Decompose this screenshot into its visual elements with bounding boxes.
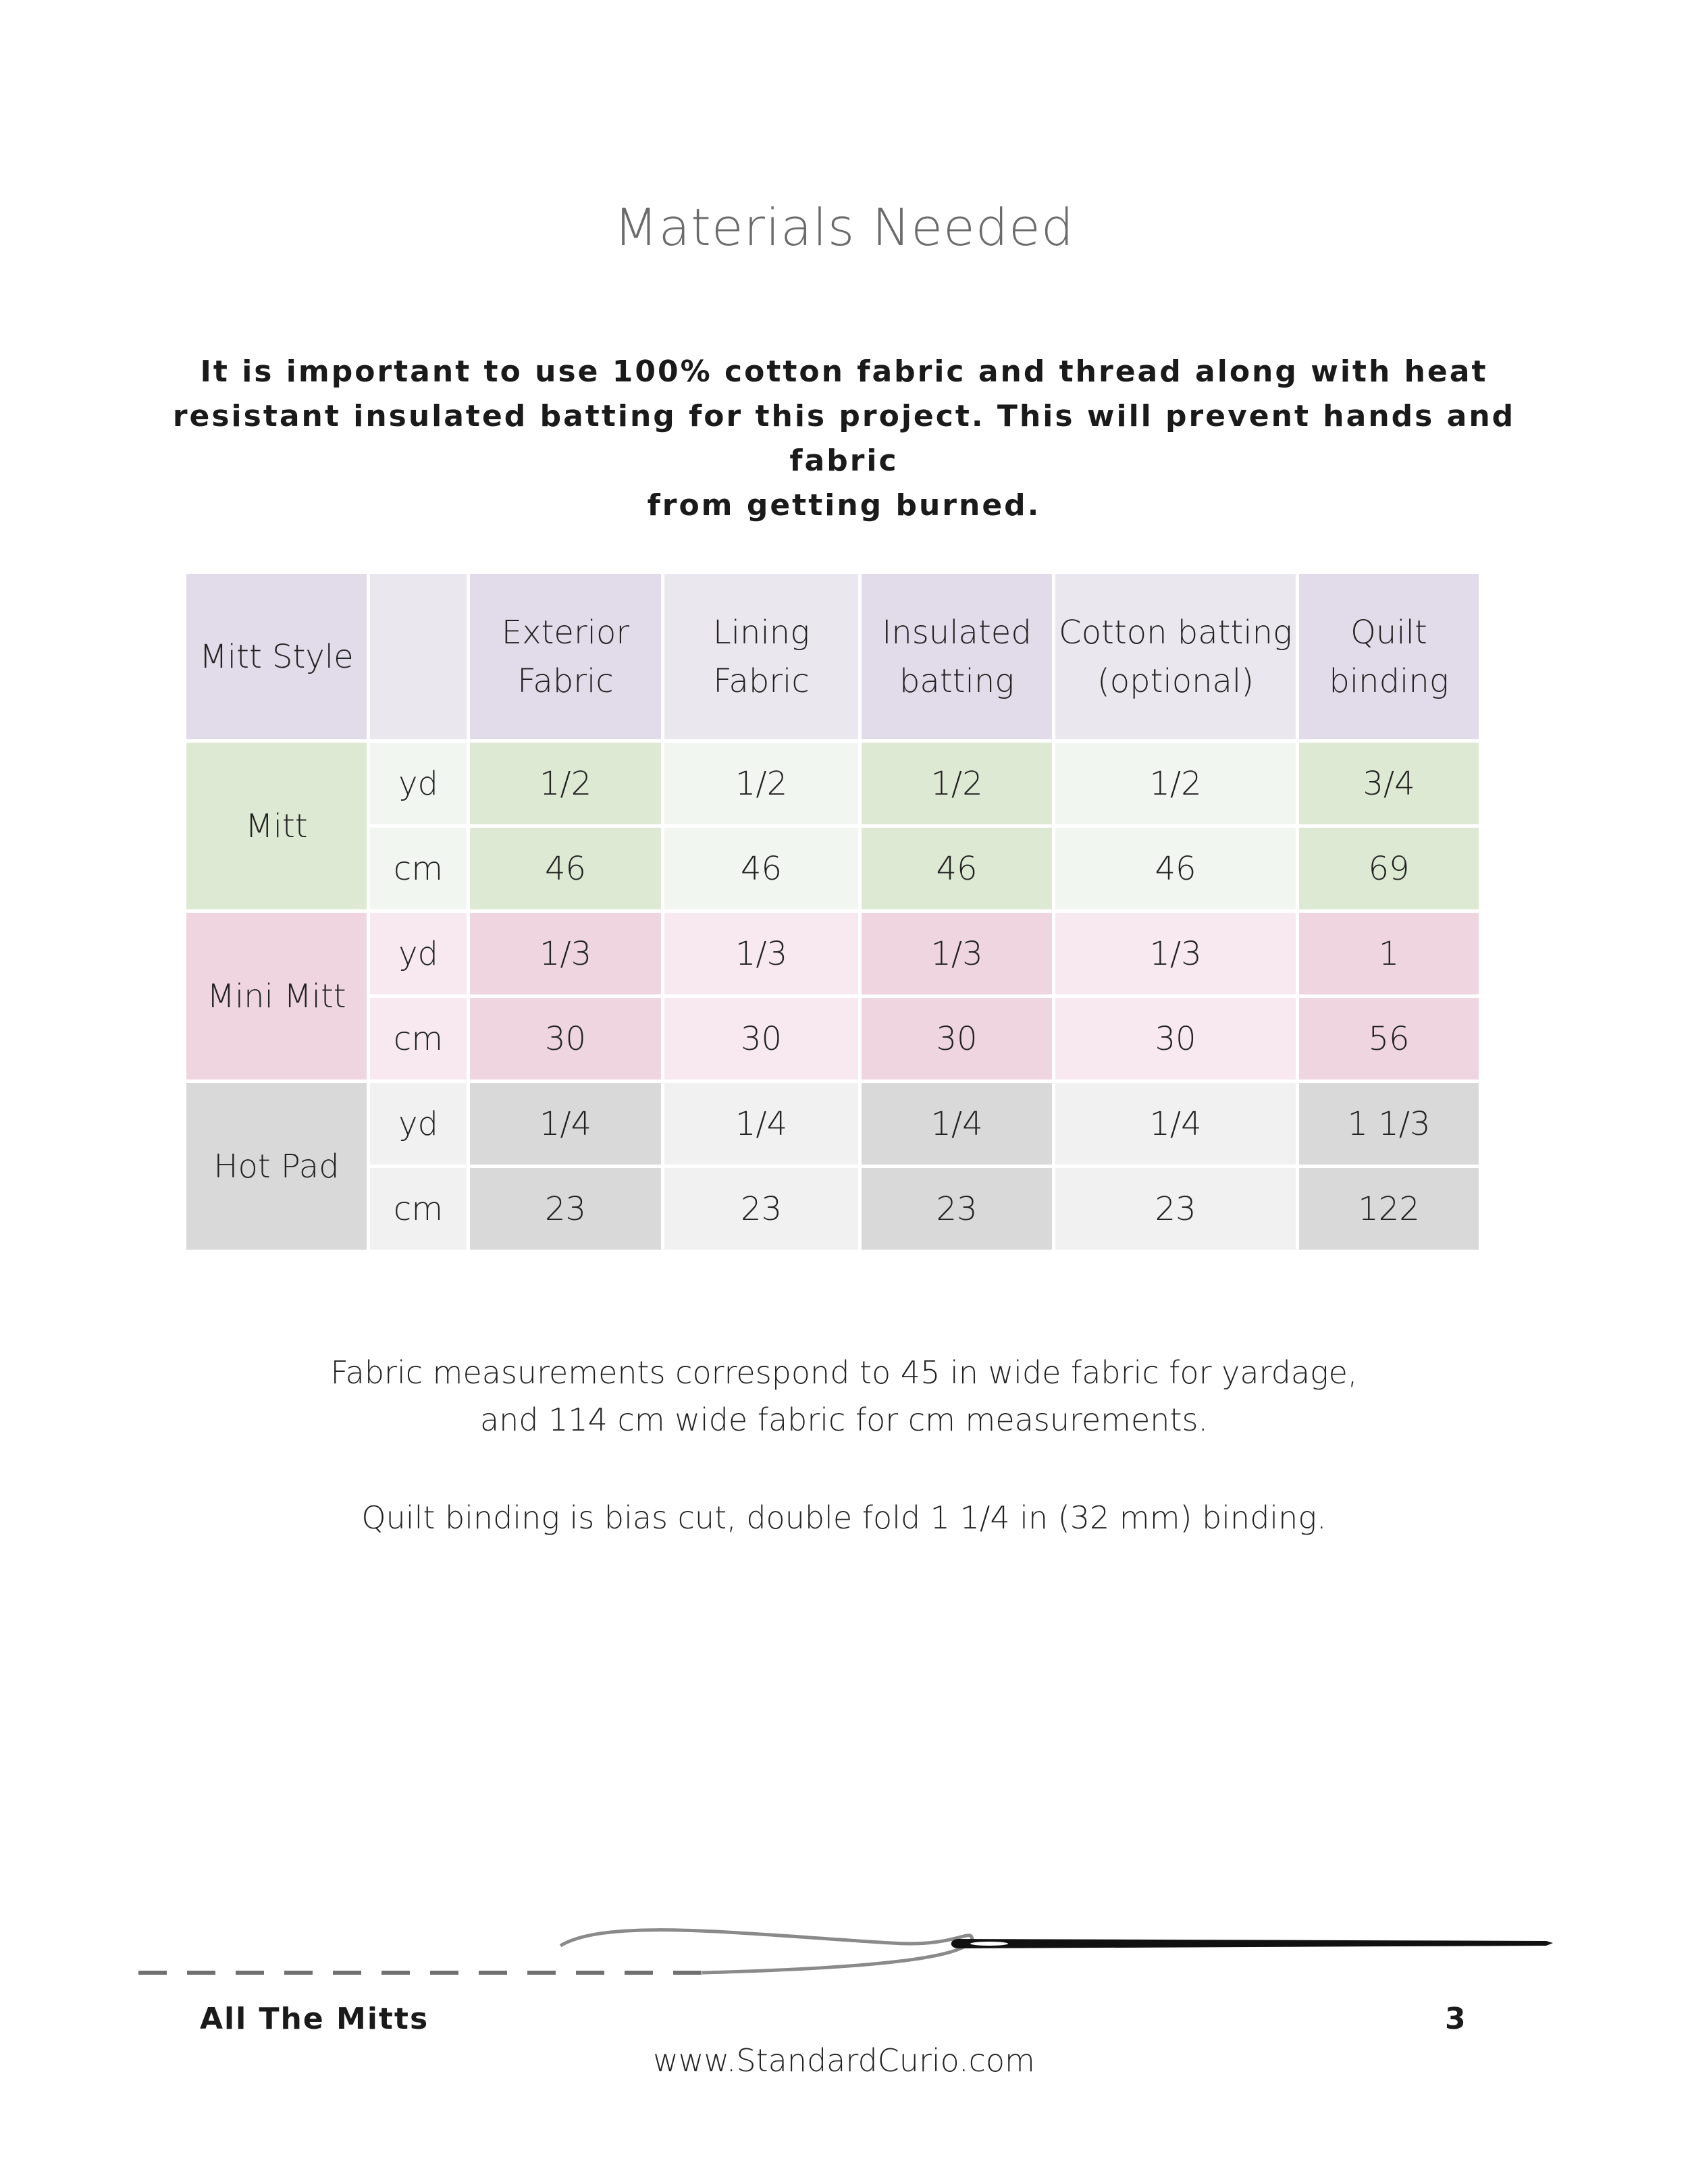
value-cell: 56 [1299, 998, 1479, 1080]
value-cell: 1 1/3 [1299, 1083, 1479, 1165]
needle-thread-icon [0, 1911, 1688, 1985]
header-cotton-batting: Cotton batting (optional) [1055, 574, 1296, 739]
footer-website-link[interactable]: www.StandardCurio.com [653, 2042, 1035, 2079]
table-row [186, 743, 1479, 824]
value-cell: 1 [1299, 913, 1479, 994]
value-cell: 1/2 [664, 743, 858, 824]
warning-line-3: from getting burned. [647, 488, 1041, 523]
value-cell: 1/3 [470, 913, 661, 994]
row-style-mini-mitt: Mini Mitt [186, 913, 367, 1080]
value-cell: 23 [1055, 1168, 1296, 1250]
value-cell: 1/4 [1055, 1083, 1296, 1165]
table-row [186, 828, 1479, 909]
value-cell: 30 [862, 998, 1052, 1080]
value-cell: 122 [1299, 1168, 1479, 1250]
warning-line-1: It is important to use 100% cotton fabric and thread along with heat [200, 354, 1488, 389]
value-cell: 23 [664, 1168, 858, 1250]
footer-document-title: All The Mitts [200, 2002, 429, 2036]
header-unit [370, 574, 467, 739]
page-number: 3 [1445, 2002, 1466, 2036]
value-cell: 46 [664, 828, 858, 909]
table-row [186, 998, 1479, 1080]
table-row [186, 913, 1479, 994]
value-cell: 69 [1299, 828, 1479, 909]
header-quilt-binding: Quilt binding [1299, 574, 1479, 739]
value-cell: 46 [470, 828, 661, 909]
measurement-note-line-1: Fabric measurements correspond to 45 in wide fabric for yardage, [330, 1354, 1358, 1391]
materials-table [183, 570, 1482, 1253]
unit-cell: cm [370, 998, 467, 1080]
header-mitt-style: Mitt Style [186, 574, 367, 739]
value-cell: 1/2 [862, 743, 1052, 824]
value-cell: 46 [1055, 828, 1296, 909]
unit-cell: cm [370, 828, 467, 909]
unit-cell: yd [370, 913, 467, 994]
measurement-note [0, 1349, 1688, 1443]
value-cell: 30 [664, 998, 858, 1080]
value-cell: 46 [862, 828, 1052, 909]
row-style-mitt: Mitt [186, 743, 367, 909]
table-header-row [186, 574, 1479, 739]
safety-warning [169, 350, 1519, 528]
value-cell: 3/4 [1299, 743, 1479, 824]
value-cell: 1/2 [470, 743, 661, 824]
page-title: Materials Needed [613, 197, 1075, 257]
binding-note: Quilt binding is bias cut, double fold 1 1/4 in (32 mm) binding. [361, 1499, 1327, 1536]
value-cell: 30 [470, 998, 661, 1080]
header-lining-fabric: Lining Fabric [664, 574, 858, 739]
value-cell: 1/4 [664, 1083, 858, 1165]
unit-cell: cm [370, 1168, 467, 1250]
value-cell: 1/3 [862, 913, 1052, 994]
value-cell: 1/3 [1055, 913, 1296, 994]
value-cell: 30 [1055, 998, 1296, 1080]
warning-line-2: resistant insulated batting for this project. This will prevent hands and fabric [172, 399, 1516, 478]
row-style-hot-pad: Hot Pad [186, 1083, 367, 1250]
value-cell: 23 [862, 1168, 1052, 1250]
table-row [186, 1168, 1479, 1250]
header-insulated-batting: Insulated batting [862, 574, 1052, 739]
header-exterior-fabric: Exterior Fabric [470, 574, 661, 739]
unit-cell: yd [370, 743, 467, 824]
value-cell: 1/3 [664, 913, 858, 994]
value-cell: 1/2 [1055, 743, 1296, 824]
value-cell: 1/4 [470, 1083, 661, 1165]
value-cell: 23 [470, 1168, 661, 1250]
measurement-note-line-2: and 114 cm wide fabric for cm measurements. [479, 1402, 1209, 1438]
table-row [186, 1083, 1479, 1165]
unit-cell: yd [370, 1083, 467, 1165]
value-cell: 1/4 [862, 1083, 1052, 1165]
